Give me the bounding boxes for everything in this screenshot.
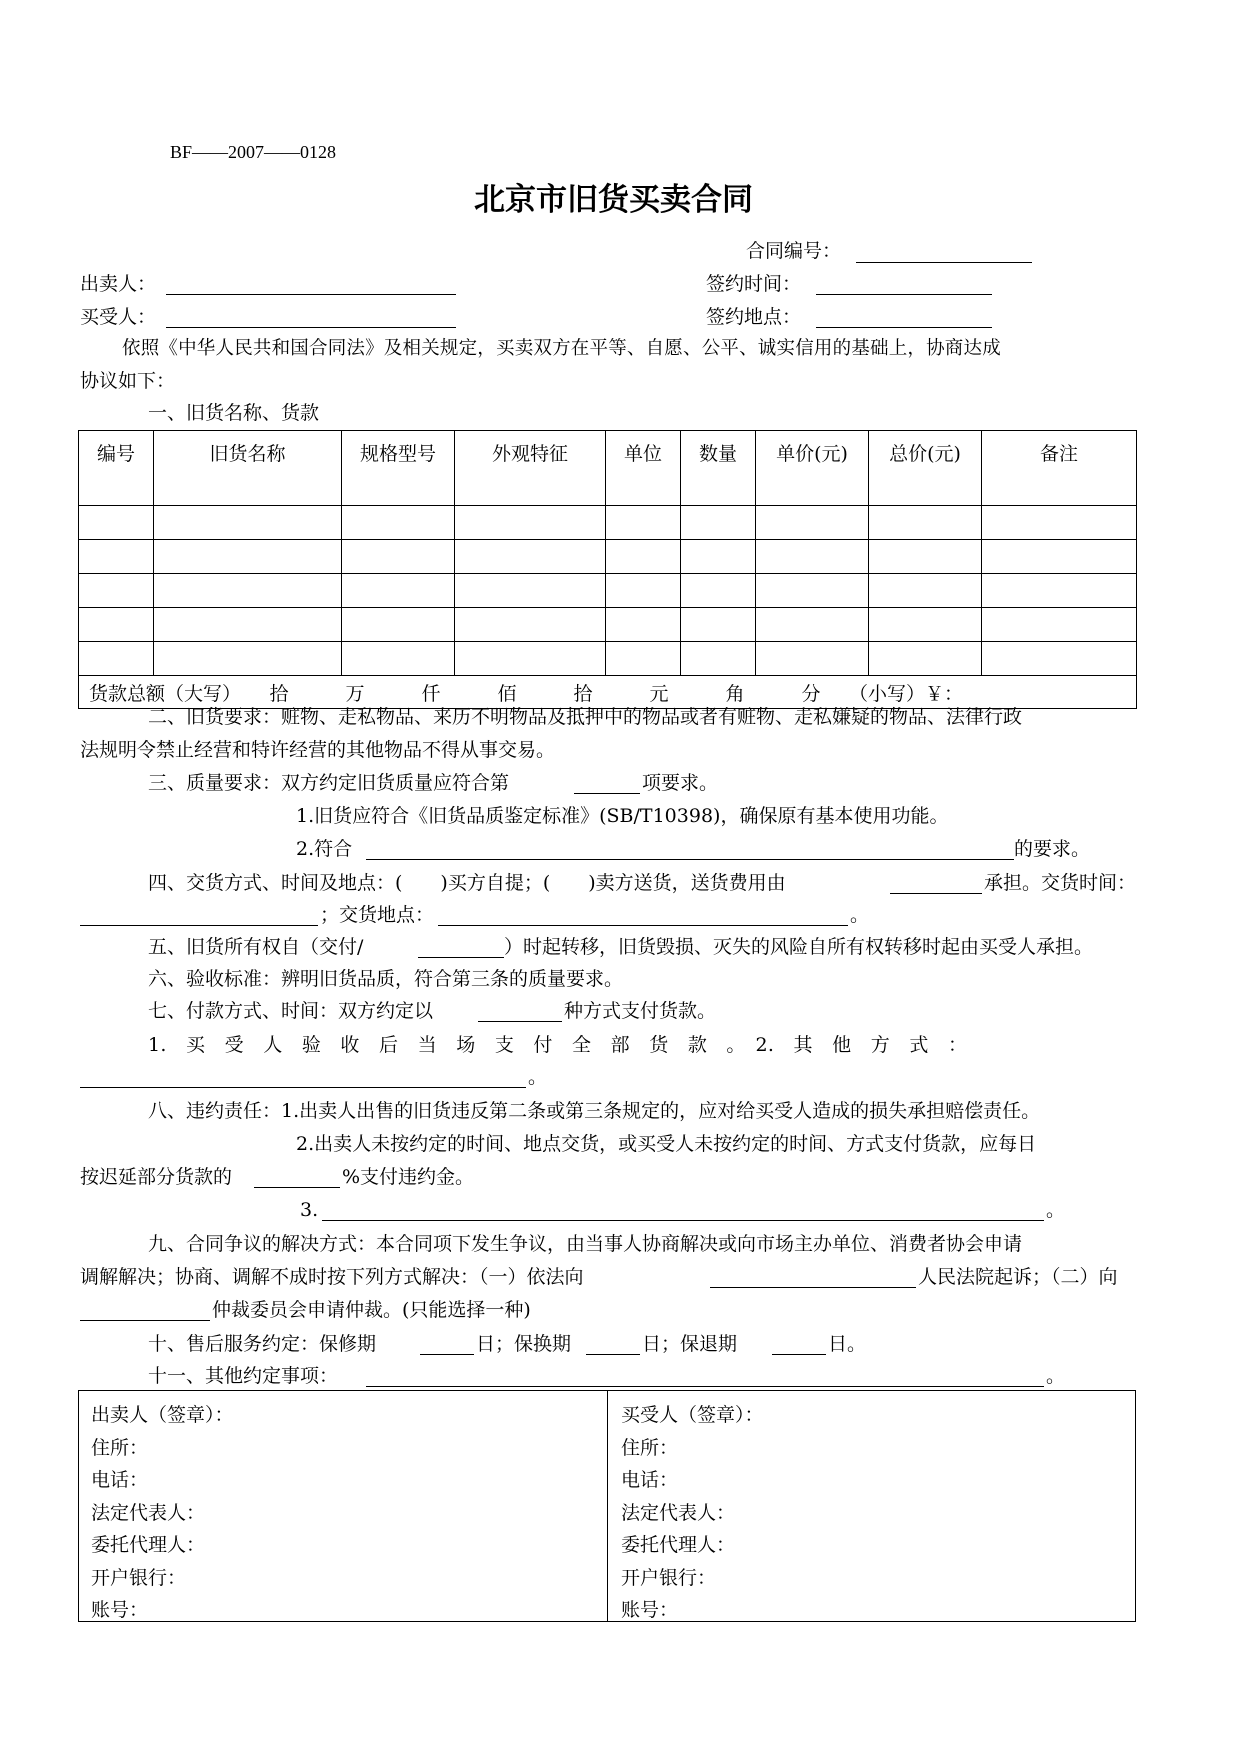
table-cell[interactable] (756, 540, 869, 574)
table-cell[interactable] (606, 642, 681, 676)
section-9-line-2-pre: 调解解决；协商、调解不成时按下列方式解决：（一）依法向 (80, 1266, 584, 1288)
table-cell[interactable] (455, 608, 606, 642)
section-8-line-1: 八、违约责任：1.出卖人出售的旧货违反第二条或第三条规定的，应对给买受人造成的损失承担赔偿责任。 (148, 1100, 1041, 1122)
signature-divider (607, 1391, 608, 1621)
section-3-item-2-blank[interactable] (366, 859, 1014, 860)
section-7-pre: 七、付款方式、时间：双方约定以 (148, 1000, 434, 1022)
seller-address-line[interactable]: 住所： (91, 1436, 149, 1459)
warranty-days-blank[interactable] (420, 1354, 474, 1355)
section-10-mid-1: 日；保换期 (476, 1333, 572, 1355)
arbitration-blank[interactable] (80, 1320, 210, 1321)
buyer-agent-line[interactable]: 委托代理人： (621, 1534, 736, 1556)
seller-label: 出卖人： (80, 273, 157, 295)
section-7-line-2: 1. 买 受 人 验 收 后 当 场 支 付 全 部 货 款 。 2. 其 他 方 式 ： (148, 1034, 968, 1056)
page-title: 北京市旧货买卖合同 (474, 182, 753, 218)
section-8-line-3-post: %支付违约金。 (342, 1166, 475, 1188)
section-8-line-3-pre: 按迟延部分货款的 (80, 1166, 233, 1188)
signature-box (78, 1390, 1136, 1622)
buyer-signature-column (621, 1399, 764, 1627)
section-5-pre: 五、旧货所有权自（交付/ (148, 936, 364, 958)
penalty-rate-blank[interactable] (254, 1187, 340, 1188)
seller-agent-line[interactable]: 委托代理人： (91, 1534, 206, 1556)
sign-time-label: 签约时间： (706, 273, 802, 295)
seller-legal-rep-line[interactable]: 法定代表人： (91, 1501, 206, 1524)
table-cell[interactable] (606, 608, 681, 642)
table-cell[interactable] (982, 642, 1137, 676)
other-terms-blank[interactable] (366, 1386, 1044, 1387)
table-cell[interactable] (681, 574, 756, 608)
header-cell: 单位 (606, 431, 681, 506)
table-cell[interactable] (869, 608, 982, 642)
table-cell[interactable] (982, 540, 1137, 574)
section-11-post: 。 (1046, 1365, 1066, 1387)
section-8-item-3-blank[interactable] (322, 1220, 1044, 1221)
table-cell[interactable] (606, 540, 681, 574)
table-cell[interactable] (154, 540, 342, 574)
table-cell[interactable] (606, 506, 681, 540)
header-cell: 总价(元) (869, 431, 982, 506)
table-cell[interactable] (79, 506, 154, 540)
buyer-legal-rep-line[interactable]: 法定代表人： (621, 1501, 736, 1524)
section-3-post: 项要求。 (642, 772, 719, 794)
section-9-line-3: 仲裁委员会申请仲裁。(只能选择一种) (212, 1299, 531, 1321)
return-days-blank[interactable] (772, 1354, 826, 1355)
section-4-part-1: 四、交货方式、时间及地点：( )买方自提；( )卖方送货，送货费用由 (148, 872, 786, 894)
table-cell[interactable] (869, 574, 982, 608)
table-cell[interactable] (154, 574, 342, 608)
table-cell[interactable] (79, 540, 154, 574)
section-3-item-2-pre: 2.符合 (296, 838, 353, 860)
court-blank[interactable] (710, 1287, 916, 1288)
section-9-line-2-post: 人民法院起诉；（二）向 (918, 1266, 1118, 1288)
seller-signature-line[interactable]: 出卖人（签章）： (91, 1404, 234, 1426)
section-3-item-1: 1.旧货应符合《旧货品质鉴定标准》(SB/T10398)，确保原有基本使用功能。 (296, 805, 949, 827)
header-cell: 旧货名称 (154, 431, 342, 506)
table-cell[interactable] (342, 574, 455, 608)
contract-no-blank[interactable] (856, 262, 1032, 263)
section-10-pre: 十、售后服务约定：保修期 (148, 1333, 377, 1355)
buyer-label: 买受人： (80, 306, 157, 328)
table-row (79, 574, 1137, 608)
table-row (79, 540, 1137, 574)
table-cell[interactable] (982, 608, 1137, 642)
buyer-account-line[interactable]: 账号： (621, 1599, 679, 1621)
section-2-line-1: 二、旧货要求：赃物、走私物品、来历不明物品及抵押中的物品或者有赃物、走私嫌疑的物品、法律行政 (148, 706, 1023, 728)
buyer-blank[interactable] (166, 327, 456, 328)
seller-account-line[interactable]: 账号： (91, 1599, 149, 1621)
section-10-mid-2: 日；保退期 (642, 1333, 738, 1355)
header-cell: 备注 (982, 431, 1137, 506)
header-cell: 编号 (79, 431, 154, 506)
table-cell[interactable] (455, 574, 606, 608)
section-8-item-3-end: 。 (1046, 1199, 1066, 1221)
section-8-item-3: 3. (300, 1199, 319, 1221)
section-8-line-2: 2.出卖人未按约定的时间、地点交货，或买受人未按约定的时间、方式支付货款，应每日 (296, 1133, 1037, 1155)
table-cell[interactable] (982, 506, 1137, 540)
table-cell[interactable] (154, 642, 342, 676)
header-cell: 规格型号 (342, 431, 455, 506)
table-cell[interactable] (756, 642, 869, 676)
seller-bank-line[interactable]: 开户银行： (91, 1566, 187, 1589)
table-row (79, 608, 1137, 642)
section-1-title: 一、旧货名称、货款 (148, 402, 320, 424)
sign-place-label: 签约地点： (706, 306, 802, 328)
table-cell[interactable] (756, 506, 869, 540)
sign-place-blank[interactable] (816, 327, 992, 328)
section-3-item-2-post: 的要求。 (1014, 838, 1091, 860)
seller-signature-column (91, 1399, 234, 1627)
header-cell: 数量 (681, 431, 756, 506)
table-cell[interactable] (154, 608, 342, 642)
table-cell[interactable] (342, 506, 455, 540)
section-11-pre: 十一、其他约定事项： (148, 1365, 339, 1387)
table-cell[interactable] (681, 540, 756, 574)
buyer-address-line[interactable]: 住所： (621, 1436, 679, 1459)
goods-table-header (79, 431, 1137, 506)
section-6: 六、验收标准：辨明旧货品质，符合第三条的质量要求。 (148, 968, 624, 990)
table-cell[interactable] (455, 506, 606, 540)
buyer-signature-line[interactable]: 买受人（签章）： (621, 1404, 764, 1426)
section-10-post: 日。 (828, 1333, 867, 1355)
buyer-bank-line[interactable]: 开户银行： (621, 1566, 717, 1589)
other-payment-blank[interactable] (80, 1087, 526, 1088)
buyer-phone-line[interactable]: 电话： (621, 1469, 679, 1491)
table-cell[interactable] (342, 540, 455, 574)
preamble-line-2: 协议如下： (80, 370, 176, 392)
table-row (79, 506, 1137, 540)
table-cell[interactable] (342, 608, 455, 642)
section-3-pre: 三、质量要求：双方约定旧货质量应符合第 (148, 772, 510, 794)
exchange-days-blank[interactable] (586, 1354, 640, 1355)
section-4-part-3: ；交货地点： (320, 904, 435, 926)
section-2-line-2: 法规明令禁止经营和特许经营的其他物品不得从事交易。 (80, 739, 556, 761)
seller-blank[interactable] (166, 294, 456, 295)
preamble-line-1: 依照《中华人民共和国合同法》及相关规定，买卖双方在平等、自愿、公平、诚实信用的基础上，协商达成 (122, 338, 1001, 359)
table-cell[interactable] (79, 608, 154, 642)
table-cell[interactable] (154, 506, 342, 540)
seller-phone-line[interactable]: 电话： (91, 1469, 149, 1491)
table-cell[interactable] (79, 574, 154, 608)
goods-table (78, 430, 1137, 709)
section-3-blank[interactable] (574, 793, 640, 794)
sign-time-blank[interactable] (816, 294, 992, 295)
table-cell[interactable] (982, 574, 1137, 608)
header-cell: 外观特征 (455, 431, 606, 506)
section-7-line-3-end: 。 (528, 1066, 548, 1088)
table-cell[interactable] (869, 540, 982, 574)
table-cell[interactable] (606, 574, 681, 608)
table-cell[interactable] (342, 642, 455, 676)
section-4-part-2: 承担。交货时间： (984, 872, 1137, 894)
section-5-post: ）时起转移，旧货毁损、灭失的风险自所有权转移时起由买受人承担。 (504, 936, 1094, 958)
section-5-blank[interactable] (418, 957, 504, 958)
delivery-fee-blank[interactable] (890, 893, 982, 894)
table-cell[interactable] (681, 642, 756, 676)
table-cell[interactable] (869, 642, 982, 676)
section-9-line-1: 九、合同争议的解决方式：本合同项下发生争议，由当事人协商解决或向市场主办单位、消费者协会申请 (148, 1233, 1023, 1255)
table-cell[interactable] (455, 642, 606, 676)
header-cell: 单价(元) (756, 431, 869, 506)
section-7-post: 种方式支付货款。 (564, 1000, 717, 1022)
table-cell[interactable] (756, 574, 869, 608)
delivery-time-blank[interactable] (80, 925, 318, 926)
table-cell[interactable] (455, 540, 606, 574)
table-cell[interactable] (681, 506, 756, 540)
document-code: BF——2007——0128 (170, 142, 337, 162)
payment-method-blank[interactable] (478, 1021, 562, 1022)
delivery-place-blank[interactable] (438, 925, 848, 926)
table-row (79, 642, 1137, 676)
section-4-part-4: 。 (850, 904, 870, 926)
total-amount-cell[interactable]: 货款总额（大写） 拾 万 仟 佰 拾 元 角 分 （小写）￥： (79, 676, 1137, 709)
table-cell[interactable] (869, 506, 982, 540)
table-cell[interactable] (756, 608, 869, 642)
table-cell[interactable] (681, 608, 756, 642)
table-cell[interactable] (79, 642, 154, 676)
contract-no-label: 合同编号： (746, 240, 842, 262)
total-amount-row (79, 676, 1137, 709)
